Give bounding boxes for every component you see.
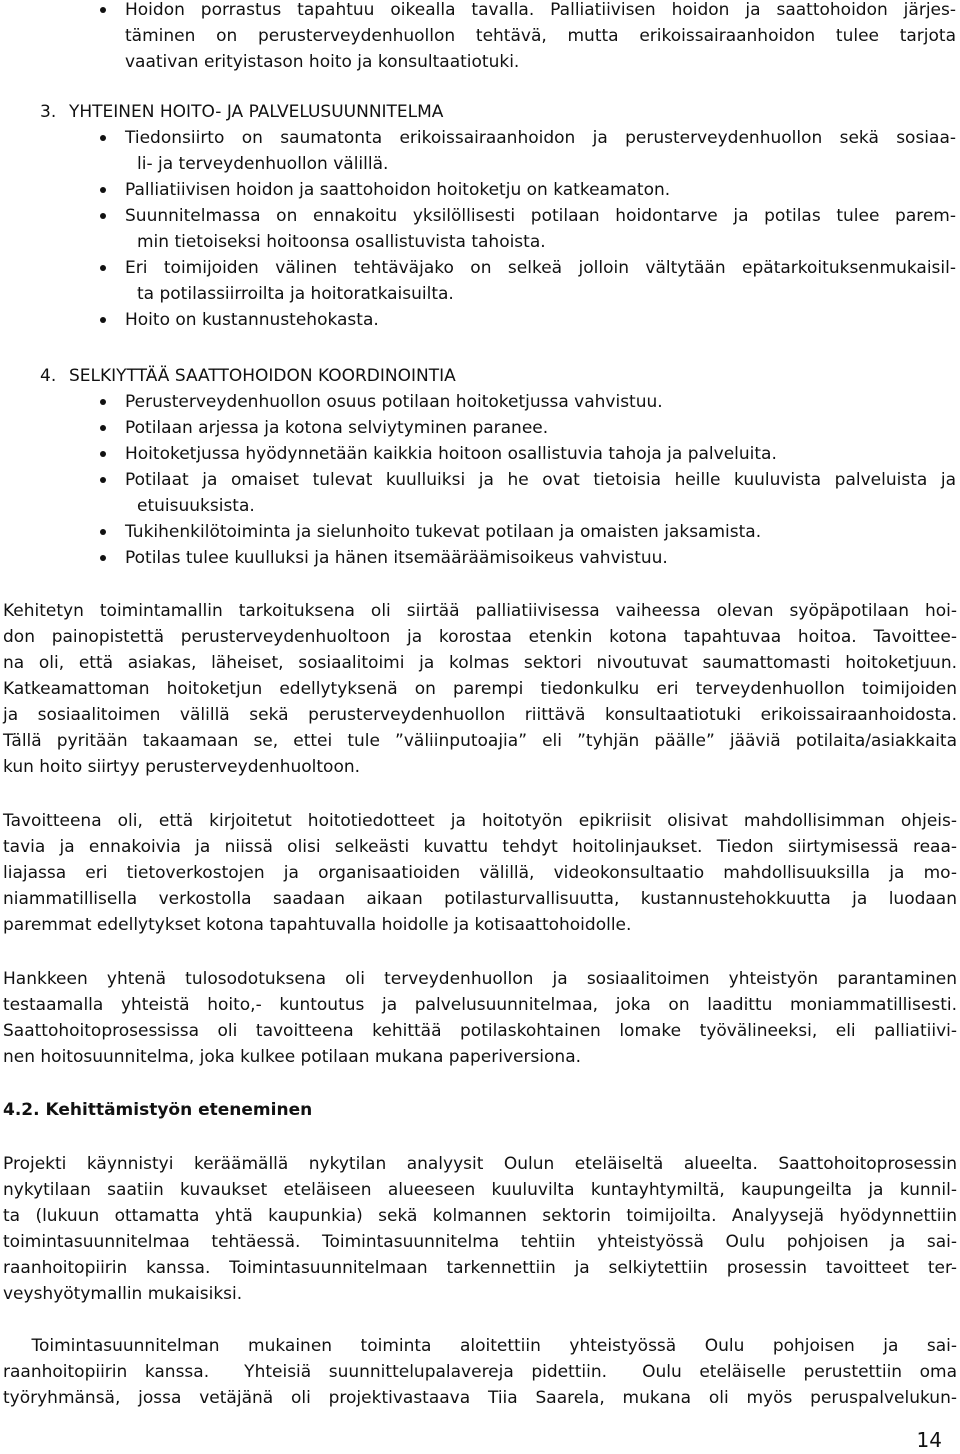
text-line: Palliatiivisen hoidon ja saattohoidon hoitoketju on katkeamaton. xyxy=(125,180,671,200)
text-line: ta (lukuun ottamatta yhtä kaupunkia) sekä kolmannen sektorin toimijoilta. Analyysejä hyödynnettiin xyxy=(3,1206,957,1226)
paragraph xyxy=(3,966,957,1070)
text-line: testaamalla yhteistä hoito,- kuntoutus ja palvelusuunnitelmaa, joka on laadittu moniammatillisesti. xyxy=(3,995,957,1015)
section-3 xyxy=(40,99,956,333)
text-line: Projekti käynnistyi keräämällä nykytilan analyysit Oulun eteläiseltä alueelta. Saattohoitoprosessin xyxy=(3,1154,957,1174)
section-4-bullet-list xyxy=(98,389,956,571)
text-line: Kehitetyn toimintamallin tarkoituksena oli siirtää palliatiivisessa vaiheessa olevan syöpäpotilaan hoi- xyxy=(3,601,957,621)
section-4 xyxy=(40,363,956,571)
section-number: 3. xyxy=(40,102,57,122)
bullet-item xyxy=(98,441,956,467)
bullet-item xyxy=(98,389,956,415)
text-line: raanhoitopiirin kanssa. Toimintasuunnitelmaan tarkennettiin ja selkiytettiin prosessin tavoitteet ter- xyxy=(3,1258,957,1278)
text-line: vaativan erityistason hoito ja konsultaatiotuki. xyxy=(125,52,520,72)
bullet-item xyxy=(98,125,956,177)
page-number: 14 xyxy=(916,1428,942,1452)
paragraph xyxy=(3,1151,957,1307)
text-line: täminen on perusterveydenhuollon tehtävä, mutta erikoissairaanhoidon tulee tarjota xyxy=(125,26,956,46)
text-line: toimintasuunnitelmaa tehtäessä. Toimintasuunnitelma tehtiin yhteistyössä Oulu pohjoisen ja sai- xyxy=(3,1232,957,1252)
text-line: min tietoiseksi hoitoonsa osallistuvista tahoista. xyxy=(137,232,546,252)
text-line: li- ja terveydenhuollon välillä. xyxy=(137,154,389,174)
text-line: Potilaat ja omaiset tulevat kuulluiksi ja he ovat tietoisia heille kuuluvista palveluista ja xyxy=(125,470,956,490)
section-3-bullet-list xyxy=(98,125,956,333)
text-line: Saattohoitoprosessissa oli tavoitteena kehittää potilaskohtainen lomake työvälineeksi, eli palliatiivi- xyxy=(3,1021,957,1041)
bullet-item xyxy=(98,255,956,307)
text-line: Hoidon porrastus tapahtuu oikealla tavalla. Palliatiivisen hoidon ja saattohoidon järjes- xyxy=(125,0,956,20)
paragraph xyxy=(3,598,957,780)
text-line: etuisuuksista. xyxy=(137,496,255,516)
text-line: Potilas tulee kuulluksi ja hänen itsemääräämisoikeus vahvistuu. xyxy=(125,548,668,568)
bullet-item xyxy=(98,203,956,255)
text-line: Perusterveydenhuollon osuus potilaan hoitoketjussa vahvistuu. xyxy=(125,392,663,412)
text-line: na oli, että asiakas, läheiset, sosiaalitoimi ja kolmas sektori nivoutuvat saumattomasti hoitoketjuun. xyxy=(3,653,957,673)
text-line: Hankkeen yhtenä tulosodotuksena oli terveydenhuollon ja sosiaalitoimen yhteistyön parantaminen xyxy=(3,969,957,989)
text-line: Tiedonsiirto on saumatonta erikoissairaanhoidon ja perusterveydenhuollon sekä sosiaa- xyxy=(125,128,956,148)
text-line: nykytilaan saatiin kuvaukset eteläiseen alueeseen kuuluvilta kuntayhtymiltä, kaupungeilta ja kunnil- xyxy=(3,1180,957,1200)
section-number: 4. xyxy=(40,366,57,386)
text-line: Eri toimijoiden välinen tehtäväjako on selkeä jolloin vältytään epätarkoituksenmukaisil- xyxy=(125,258,956,278)
text-line: ta potilassiirroilta ja hoitoratkaisuilta. xyxy=(137,284,454,304)
bullet-item xyxy=(98,467,956,519)
bullet-item xyxy=(98,177,956,203)
text-line: Tukihenkilötoiminta ja sielunhoito tukevat potilaan ja omaisten jaksamista. xyxy=(125,522,762,542)
section-title: SELKIYTTÄÄ SAATTOHOIDON KOORDINOINTIA xyxy=(69,366,456,386)
text-line: liajassa eri tietoverkostojen ja organisaatioiden välillä, videokonsultaatio mahdollisuuksilla ja mo- xyxy=(3,863,957,883)
text-line: Tällä pyritään takaamaan se, ettei tule ”väliinputoajia” eli ”tyhjän päälle” jääviä potilaita/asiakkaita xyxy=(3,731,957,751)
text-line: työryhmänsä, jossa vetäjänä oli projektivastaava Tiia Saarela, mukana oli myös peruspalvelukun- xyxy=(3,1388,957,1408)
text-line: Hoito on kustannustehokasta. xyxy=(125,310,379,330)
text-line: raanhoitopiirin kanssa. Yhteisiä suunnittelupalavereja pidettiin. Oulu eteläiselle perustettiin oma xyxy=(3,1362,957,1382)
text-line: Tavoitteena oli, että kirjoitetut hoitotiedotteet ja hoitotyön epikriisit olisivat mahdollisimman ohjeis- xyxy=(3,811,957,831)
section-3-heading xyxy=(40,99,956,125)
text-line: Suunnitelmassa on ennakoitu yksilöllisesti potilaan hoidontarve ja potilas tulee parem- xyxy=(125,206,956,226)
paragraph xyxy=(3,1333,957,1411)
bullet-item xyxy=(98,307,956,333)
bullet-item xyxy=(98,519,956,545)
text-line: kun hoito siirtyy perusterveydenhuoltoon. xyxy=(3,757,361,777)
section-4-heading xyxy=(40,363,956,389)
text-line: Potilaan arjessa ja kotona selviytyminen paranee. xyxy=(125,418,549,438)
bullet-item xyxy=(98,415,956,441)
subsection-heading: 4.2. Kehittämistyön eteneminen xyxy=(3,1100,313,1120)
text-line: Katkeamattoman hoitoketjun edellytyksenä on parempi tiedonkulku eri terveydenhuollon toimijoiden xyxy=(3,679,957,699)
text-line: Toimintasuunnitelman mukainen toiminta aloitettiin yhteistyössä Oulu pohjoisen ja sai- xyxy=(3,1336,957,1356)
text-line: tavia ja ennakoivia ja niissä olisi selkeästi kuvattu tehdyt hoitolinjaukset. Tiedon siirtymisessä reaa- xyxy=(3,837,957,857)
intro-bullet-list xyxy=(98,0,956,75)
bullet-item xyxy=(98,545,956,571)
paragraph xyxy=(3,808,957,938)
text-line: don painopistettä perusterveydenhuoltoon ja korostaa etenkin kotona tapahtuvaa hoitoa. Tavoittee- xyxy=(3,627,957,647)
intro-bullet-item xyxy=(98,0,956,75)
text-line: paremmat edellytykset kotona tapahtuvalla hoidolle ja kotisaattohoidolle. xyxy=(3,915,632,935)
text-line: nen hoitosuunnitelma, joka kulkee potilaan mukana paperiversiona. xyxy=(3,1047,582,1067)
text-line: ja sosiaalitoimen välillä sekä perusterveydenhuollon riittävä konsultaatiotuki erikoissairaanhoidosta. xyxy=(3,705,957,725)
text-line: veyshyötymallin mukaisiksi. xyxy=(3,1284,243,1304)
text-line: Hoitoketjussa hyödynnetään kaikkia hoitoon osallistuvia tahoja ja palveluita. xyxy=(125,444,777,464)
section-title: YHTEINEN HOITO- JA PALVELUSUUNNITELMA xyxy=(69,102,444,122)
text-line: niammatillisella verkostolla saadaan aikaan potilasturvallisuutta, kustannustehokkuutta ja luodaan xyxy=(3,889,957,909)
